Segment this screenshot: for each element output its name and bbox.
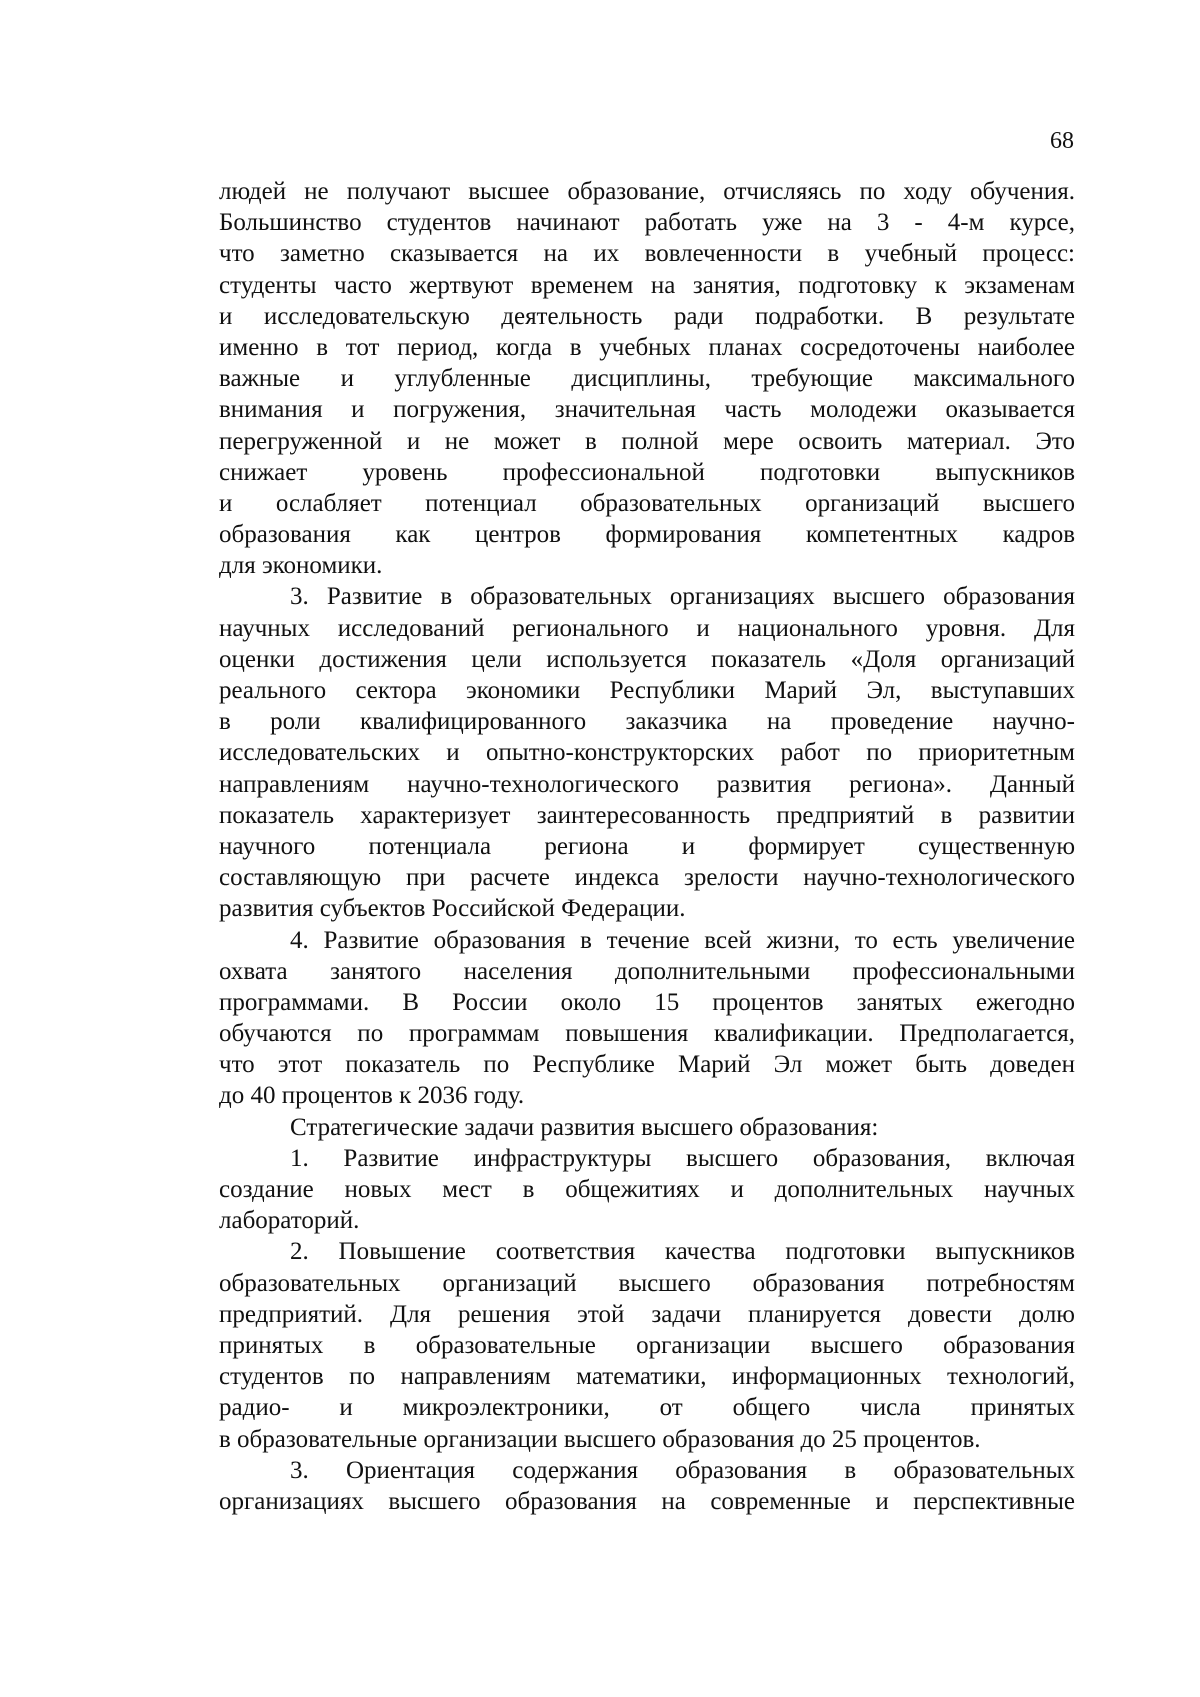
text-line: 3. Развитие в образовательных организациях высшего образования — [290, 583, 1075, 611]
text-line: именно в тот период, когда в учебных планах сосредоточены наиболее — [219, 333, 1075, 361]
text-line: и исследовательскую деятельность ради подработки. В результате — [219, 302, 1075, 330]
text-line: оценки достижения цели используется показатель «Доля организаций — [219, 645, 1075, 673]
text-line: и ослабляет потенциал образовательных организаций высшего — [219, 489, 1075, 517]
text-line: студенты часто жертвуют временем на занятия, подготовку к экзаменам — [219, 271, 1075, 299]
text-line: исследовательских и опытно-конструкторских работ по приоритетным — [219, 739, 1075, 767]
text-line: 3. Ориентация содержания образования в образовательных — [290, 1456, 1075, 1484]
text-line: лабораторий. — [219, 1207, 360, 1235]
text-line: научных исследований регионального и национального уровня. Для — [219, 614, 1075, 642]
text-line: внимания и погружения, значительная часть молодежи оказывается — [219, 396, 1075, 424]
text-line: снижает уровень профессиональной подготовки выпускников — [219, 458, 1075, 486]
text-line: предприятий. Для решения этой задачи планируется довести долю — [219, 1300, 1075, 1328]
page-number: 68 — [1050, 128, 1074, 154]
text-line: обучаются по программам повышения квалификации. Предполагается, — [219, 1020, 1075, 1048]
text-line: в роли квалифицированного заказчика на проведение научно- — [219, 708, 1075, 736]
text-line: Стратегические задачи развития высшего образования: — [290, 1113, 879, 1141]
text-line: показатель характеризует заинтересованность предприятий в развитии — [219, 801, 1075, 829]
text-line: людей не получают высшее образование, отчисляясь по ходу обучения. — [219, 178, 1075, 205]
text-line: 1. Развитие инфраструктуры высшего образования, включая — [290, 1144, 1075, 1172]
text-line: что этот показатель по Республике Марий Эл может быть доведен — [219, 1051, 1075, 1079]
text-line: составляющую при расчете индекса зрелости научно-технологического — [219, 864, 1075, 892]
text-line: студентов по направлениям математики, информационных технологий, — [219, 1363, 1075, 1391]
text-line: образовательных организаций высшего образования потребностям — [219, 1269, 1075, 1297]
text-line: организациях высшего образования на современные и перспективные — [219, 1487, 1075, 1515]
text-line: радио- и микроэлектроники, от общего числа принятых — [219, 1394, 1075, 1422]
text-line: 2. Повышение соответствия качества подготовки выпускников — [290, 1238, 1075, 1266]
text-line: в образовательные организации высшего образования до 25 процентов. — [219, 1425, 981, 1453]
text-line: направлениям научно-технологического развития региона». Данный — [219, 770, 1075, 798]
text-line: важные и углубленные дисциплины, требующие максимального — [219, 365, 1075, 393]
text-line: создание новых мест в общежитиях и дополнительных научных — [219, 1176, 1075, 1203]
body-text — [219, 176, 1075, 1517]
text-line: до 40 процентов к 2036 году. — [219, 1082, 525, 1110]
text-line: 4. Развитие образования в течение всей жизни, то есть увеличение — [290, 926, 1075, 954]
text-line: образования как центров формирования компетентных кадров — [219, 521, 1075, 549]
text-line: реального сектора экономики Республики Марий Эл, выступавших — [219, 677, 1075, 704]
text-line: охвата занятого населения дополнительными профессиональными — [219, 957, 1075, 985]
text-line: развития субъектов Российской Федерации. — [219, 895, 686, 923]
text-line: что заметно сказывается на их вовлеченности в учебный процесс: — [219, 240, 1075, 268]
text-line: перегруженной и не может в полной мере освоить материал. Это — [219, 427, 1075, 455]
text-line: принятых в образовательные организации высшего образования — [219, 1331, 1075, 1359]
text-line: для экономики. — [219, 552, 383, 580]
text-line: научного потенциала региона и формирует существенную — [219, 832, 1075, 860]
text-line: Большинство студентов начинают работать уже на 3 - 4-м курсе, — [219, 209, 1075, 237]
text-line: программами. В России около 15 процентов занятых ежегодно — [219, 988, 1075, 1016]
